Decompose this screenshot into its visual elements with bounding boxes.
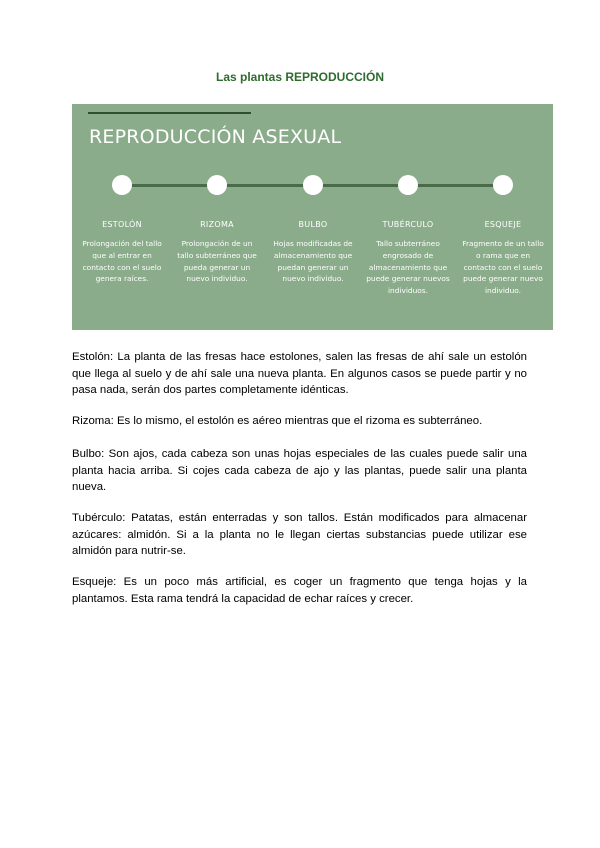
timeline-dot-tuberculo <box>398 175 418 195</box>
step-rizoma <box>175 220 259 285</box>
step-title: ESQUEJE <box>484 220 522 229</box>
paragraph-estolon: Estolón: La planta de las fresas hace estolones, salen las fresas de ahí sale un estolón que llega al suelo y de ahí sale una nueva planta. En algunos casos se puede partir y no pasa nada, serán dos partes completamente idénticas. <box>72 351 527 396</box>
step-description: Hojas modificadas de almacenamiento que puedan generar un nuevo individuo. <box>273 239 353 284</box>
step-title: BULBO <box>298 220 328 229</box>
step-tuberculo <box>366 220 450 297</box>
paragraph-tuberculo: Tubérculo: Patatas, están enterradas y son tallos. Están modificados para almacenar azúcares: almidón. Si a la planta no le llegan ciertas substancias puede utilizar ese almidón para nutrir-se. <box>72 512 527 557</box>
step-title: RIZOMA <box>200 220 234 229</box>
paragraph-bulbo: Bulbo: Son ajos, cada cabeza son unas hojas especiales de las cuales puede salir una planta hacia arriba. Si cojes cada cabeza de ajo y las plantas, puede salir una planta nueva. <box>72 448 527 493</box>
document-title: Las plantas REPRODUCCIÓN <box>215 70 385 84</box>
step-description: Prolongación de un tallo subterráneo que pueda generar un nuevo individuo. <box>177 239 257 284</box>
step-title: TUBÉRCULO <box>382 220 434 229</box>
timeline-dot-rizoma <box>207 175 227 195</box>
paragraph-esqueje: Esqueje: Es un poco más artificial, es coger un fragmento que tenga hojas y la plantamos. Esta rama tendrá la capacidad de echar raíces y crecer. <box>72 576 527 605</box>
step-description: Fragmento de un tallo o rama que en contacto con el suelo puede generar nuevo individuo. <box>462 239 544 296</box>
step-description: Prolongación del tallo que al entrar en contacto con el suelo genera raíces. <box>82 239 162 284</box>
timeline-dot-esqueje <box>493 175 513 195</box>
step-estolon <box>80 220 164 285</box>
paragraph-rizoma: Rizoma: Es lo mismo, el estolón es aéreo mientras que el rizoma es subterráneo. <box>72 415 483 427</box>
timeline-dot-bulbo <box>303 175 323 195</box>
asexual-reproduction-infographic <box>72 104 553 330</box>
accent-bar <box>88 112 251 114</box>
timeline-dot-estolon <box>112 175 132 195</box>
infographic-heading: REPRODUCCIÓN ASEXUAL <box>89 126 342 148</box>
step-bulbo <box>271 220 355 285</box>
step-description: Tallo subterráneo engrosado de almacenamiento que puede generar nuevos individuos. <box>366 239 450 296</box>
step-title: ESTOLÓN <box>102 220 142 229</box>
step-esqueje <box>461 220 545 297</box>
